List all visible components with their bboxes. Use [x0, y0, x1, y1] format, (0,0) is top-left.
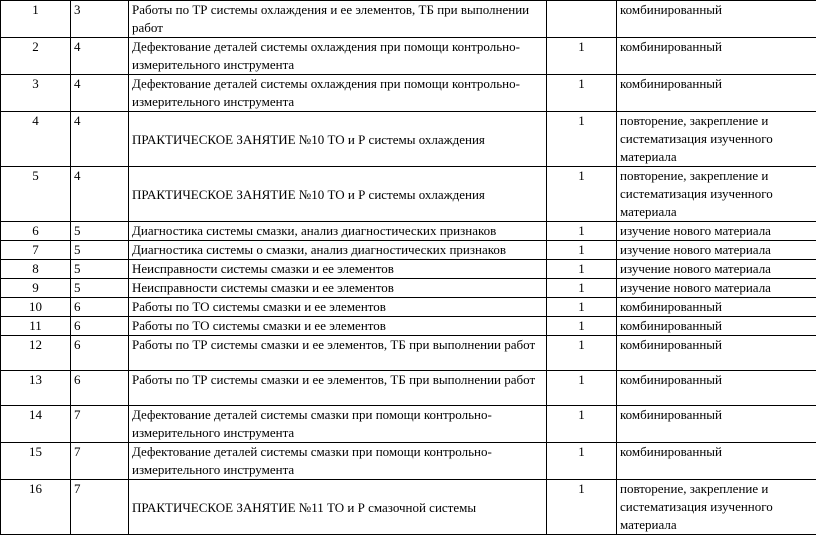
- lesson-type: изучение нового материала: [617, 222, 816, 241]
- lesson-number: 12: [1, 336, 71, 371]
- table-row: [1, 298, 816, 317]
- week-number: 6: [71, 298, 129, 317]
- lesson-hours: 1: [547, 112, 617, 167]
- table-row: [1, 112, 816, 167]
- lesson-type: комбинированный: [617, 406, 816, 443]
- lesson-topic: Дефектование деталей системы охлаждения при помощи контрольно-измерительного инструмента: [129, 38, 547, 75]
- lesson-number: 11: [1, 317, 71, 336]
- table-row: [1, 443, 816, 480]
- lesson-hours: 1: [547, 241, 617, 260]
- lesson-type: комбинированный: [617, 317, 816, 336]
- lesson-topic: Дефектование деталей системы смазки при помощи контрольно-измерительного инструмента: [129, 443, 547, 480]
- table-row: [1, 317, 816, 336]
- lesson-topic: Работы по ТР системы смазки и ее элементов, ТБ при выполнении работ: [129, 371, 547, 406]
- table-row: [1, 75, 816, 112]
- week-number: 5: [71, 222, 129, 241]
- lesson-hours: 1: [547, 38, 617, 75]
- lesson-type: комбинированный: [617, 75, 816, 112]
- lesson-topic: ПРАКТИЧЕСКОЕ ЗАНЯТИЕ №10 ТО и Р системы охлаждения: [129, 167, 547, 222]
- lesson-type: повторение, закрепление и систематизация изученного материала: [617, 167, 816, 222]
- lesson-number: 4: [1, 112, 71, 167]
- week-number: 7: [71, 406, 129, 443]
- lesson-plan-body: [1, 1, 816, 535]
- lesson-number: 13: [1, 371, 71, 406]
- lesson-hours: 1: [547, 279, 617, 298]
- table-row: [1, 38, 816, 75]
- lesson-hours: 1: [547, 75, 617, 112]
- lesson-topic: Работы по ТО системы смазки и ее элементов: [129, 298, 547, 317]
- lesson-hours: 1: [547, 443, 617, 480]
- lesson-topic: Дефектование деталей системы смазки при помощи контрольно-измерительного инструмента: [129, 406, 547, 443]
- lesson-hours: 1: [547, 222, 617, 241]
- lesson-type: комбинированный: [617, 336, 816, 371]
- lesson-hours: 1: [547, 371, 617, 406]
- lesson-number: 15: [1, 443, 71, 480]
- week-number: 6: [71, 371, 129, 406]
- lesson-number: 1: [1, 1, 71, 38]
- week-number: 7: [71, 443, 129, 480]
- week-number: 3: [71, 1, 129, 38]
- lesson-hours: [547, 1, 617, 38]
- table-row: [1, 480, 816, 535]
- lesson-topic: Работы по ТР системы смазки и ее элементов, ТБ при выполнении работ: [129, 336, 547, 371]
- lesson-number: 2: [1, 38, 71, 75]
- lesson-type: повторение, закрепление и систематизация изученного материала: [617, 480, 816, 535]
- lesson-hours: 1: [547, 406, 617, 443]
- lesson-topic: ПРАКТИЧЕСКОЕ ЗАНЯТИЕ №11 ТО и Р смазочной системы: [129, 480, 547, 535]
- lesson-type: повторение, закрепление и систематизация изученного материала: [617, 112, 816, 167]
- lesson-number: 5: [1, 167, 71, 222]
- week-number: 4: [71, 112, 129, 167]
- lesson-number: 14: [1, 406, 71, 443]
- table-row: [1, 222, 816, 241]
- lesson-topic: Работы по ТО системы смазки и ее элементов: [129, 317, 547, 336]
- lesson-hours: 1: [547, 298, 617, 317]
- lesson-hours: 1: [547, 260, 617, 279]
- week-number: 5: [71, 241, 129, 260]
- table-row: [1, 167, 816, 222]
- table-row: [1, 241, 816, 260]
- table-row: [1, 406, 816, 443]
- table-row: [1, 260, 816, 279]
- lesson-type: комбинированный: [617, 38, 816, 75]
- table-row: [1, 1, 816, 38]
- lesson-number: 7: [1, 241, 71, 260]
- lesson-topic: Неисправности системы смазки и ее элементов: [129, 260, 547, 279]
- lesson-number: 16: [1, 480, 71, 535]
- lesson-type: изучение нового материала: [617, 279, 816, 298]
- week-number: 6: [71, 336, 129, 371]
- week-number: 4: [71, 38, 129, 75]
- week-number: 6: [71, 317, 129, 336]
- lesson-topic: ПРАКТИЧЕСКОЕ ЗАНЯТИЕ №10 ТО и Р системы охлаждения: [129, 112, 547, 167]
- lesson-type: комбинированный: [617, 371, 816, 406]
- lesson-type: изучение нового материала: [617, 241, 816, 260]
- week-number: 4: [71, 167, 129, 222]
- lesson-topic: Диагностика системы о смазки, анализ диагностических признаков: [129, 241, 547, 260]
- table-row: [1, 336, 816, 371]
- week-number: 4: [71, 75, 129, 112]
- week-number: 5: [71, 279, 129, 298]
- lesson-topic: Неисправности системы смазки и ее элементов: [129, 279, 547, 298]
- lesson-number: 3: [1, 75, 71, 112]
- lesson-type: комбинированный: [617, 298, 816, 317]
- table-row: [1, 371, 816, 406]
- table-row: [1, 279, 816, 298]
- lesson-number: 8: [1, 260, 71, 279]
- lesson-number: 10: [1, 298, 71, 317]
- lesson-type: изучение нового материала: [617, 260, 816, 279]
- lesson-type: комбинированный: [617, 443, 816, 480]
- week-number: 7: [71, 480, 129, 535]
- lesson-type: комбинированный: [617, 1, 816, 38]
- lesson-number: 9: [1, 279, 71, 298]
- week-number: 5: [71, 260, 129, 279]
- lesson-hours: 1: [547, 336, 617, 371]
- lesson-topic: Диагностика системы смазки, анализ диагностических признаков: [129, 222, 547, 241]
- lesson-hours: 1: [547, 167, 617, 222]
- lesson-topic: Дефектование деталей системы охлаждения при помощи контрольно-измерительного инструмента: [129, 75, 547, 112]
- lesson-topic: Работы по ТР системы охлаждения и ее элементов, ТБ при выполнении работ: [129, 1, 547, 38]
- lesson-hours: 1: [547, 317, 617, 336]
- lesson-number: 6: [1, 222, 71, 241]
- lesson-hours: 1: [547, 480, 617, 535]
